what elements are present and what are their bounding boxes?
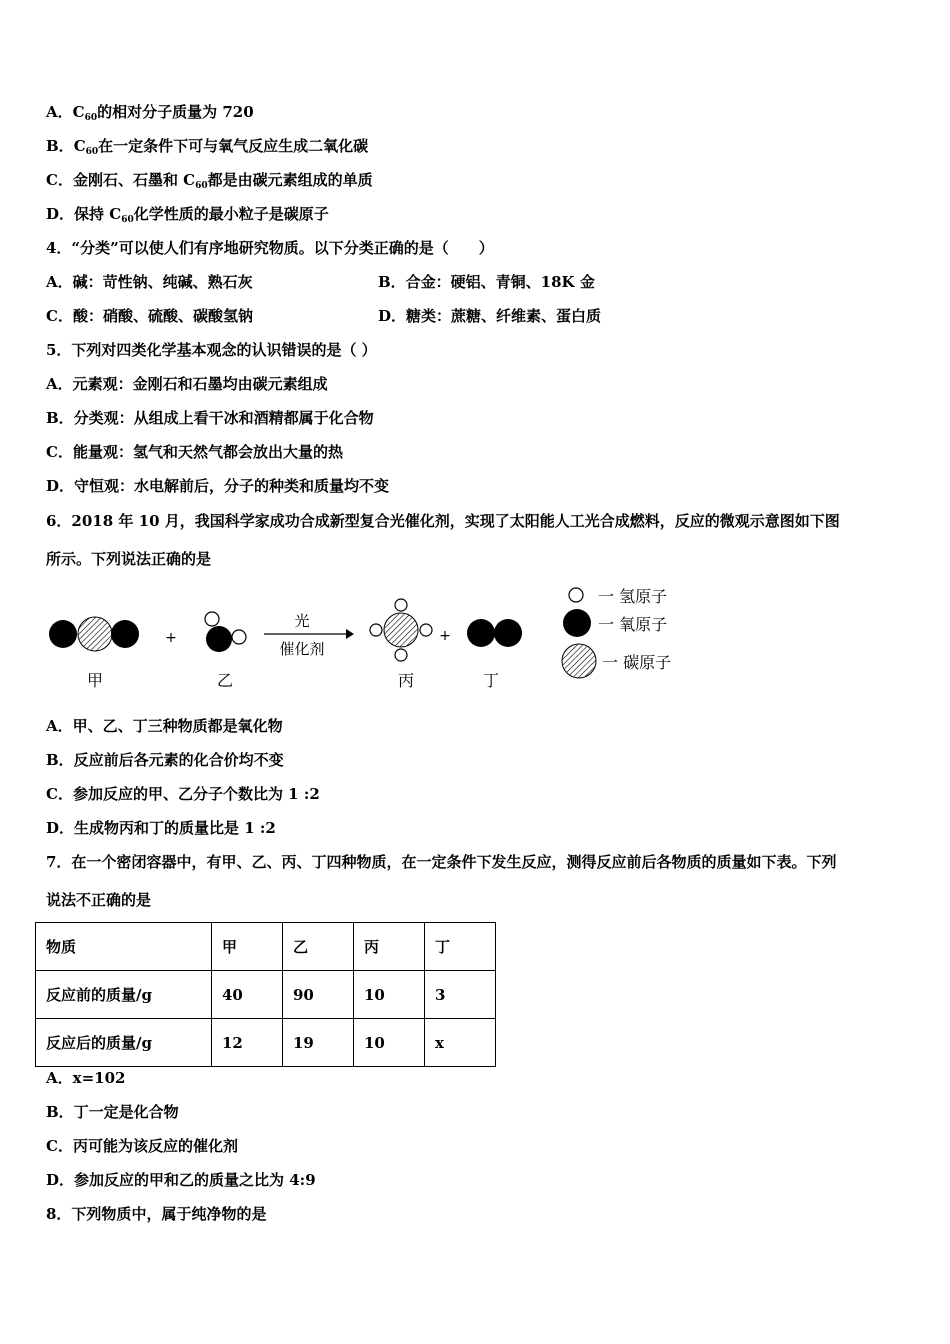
- q4-option-d: D．糖类：蔗糖、纤维素、蛋白质: [378, 307, 602, 325]
- label-yi: 乙: [216, 671, 234, 690]
- table-cell: 12: [212, 1019, 283, 1067]
- hydrogen-atom: [395, 649, 407, 661]
- legend: [562, 587, 671, 678]
- table-header-cell: 物质: [36, 923, 212, 971]
- legend-oxygen-label: 一 氧原子: [598, 615, 668, 634]
- q5-stem: 5．下列对四类化学基本观念的认识错误的是（ ）: [46, 341, 377, 359]
- table-cell: 90: [283, 971, 354, 1019]
- table-header-cell: 丙: [354, 923, 425, 971]
- label-bing: 丙: [397, 671, 415, 690]
- hydrogen-atom: [232, 630, 246, 644]
- q6-stem-line2: 所示。下列说法正确的是: [46, 550, 212, 568]
- table-header-row: [36, 923, 496, 971]
- arrow-condition-catalyst: 催化剂: [279, 640, 325, 658]
- label-ding: 丁: [482, 671, 500, 690]
- molecule-jia: [49, 617, 139, 651]
- q3-option-d: D．保持 $C_{60}$化学性质的最小粒子是碳原子: [46, 205, 329, 225]
- q4-option-a: A．碱：苛性钠、纯碱、熟石灰: [46, 273, 253, 291]
- table-cell: x: [425, 1019, 496, 1067]
- q3-option-a: A．$C_{60}$的相对分子质量为 720: [46, 103, 254, 123]
- q7-option-c: C．丙可能为该反应的催化剂: [46, 1137, 238, 1155]
- q7-option-a: A．x=102: [46, 1069, 126, 1087]
- oxygen-atom: [467, 619, 495, 647]
- carbon-atom: [78, 617, 112, 651]
- q6-option-d: D．生成物丙和丁的质量比是 1 :2: [46, 819, 276, 837]
- table-row: [36, 1019, 496, 1067]
- q7-option-d: D．参加反应的甲和乙的质量之比为 4:9: [46, 1171, 316, 1189]
- arrow-condition-light: 光: [294, 612, 310, 630]
- q3-option-b: B．$C_{60}$在一定条件下可与氧气反应生成二氧化碳: [46, 137, 369, 157]
- mass-table: [35, 922, 496, 1067]
- q6-option-c: C．参加反应的甲、乙分子个数比为 1 :2: [46, 785, 320, 803]
- q7-stem-line2: 说法不正确的是: [46, 891, 152, 909]
- q5-option-d: D．守恒观：水电解前后，分子的种类和质量均不变: [46, 477, 390, 495]
- q7-stem-line1: 7．在一个密闭容器中，有甲、乙、丙、丁四种物质，在一定条件下发生反应，测得反应前后各物质的质量如下表。下列: [46, 853, 837, 871]
- table-cell: 反应前的质量/g: [36, 971, 212, 1019]
- legend-oxygen-icon: [563, 609, 591, 637]
- q3-option-c: C．金刚石、石墨和 $C_{60}$都是由碳元素组成的单质: [46, 171, 373, 191]
- arrow-head-icon: [346, 629, 354, 639]
- legend-hydrogen-icon: [569, 588, 583, 602]
- oxygen-atom: [111, 620, 139, 648]
- hydrogen-atom: [420, 624, 432, 636]
- table-header-cell: 甲: [212, 923, 283, 971]
- q4-option-c: C．酸：硝酸、硫酸、碳酸氢钠: [46, 307, 253, 325]
- legend-carbon-label: 一 碳原子: [602, 653, 672, 672]
- oxygen-atom: [494, 619, 522, 647]
- q6-option-b: B．反应前后各元素的化合价均不变: [46, 751, 284, 769]
- q7-option-b: B．丁一定是化合物: [46, 1103, 179, 1121]
- q8-stem: 8．下列物质中，属于纯净物的是: [46, 1205, 267, 1223]
- molecule-ding: [467, 619, 522, 647]
- label-jia: 甲: [86, 671, 104, 690]
- table-cell: 反应后的质量/g: [36, 1019, 212, 1067]
- table-cell: 3: [425, 971, 496, 1019]
- table-cell: 40: [212, 971, 283, 1019]
- table-cell: 10: [354, 971, 425, 1019]
- table-header-cell: 乙: [283, 923, 354, 971]
- table-cell: 10: [354, 1019, 425, 1067]
- carbon-atom: [384, 613, 418, 647]
- q5-option-a: A．元素观：金刚石和石墨均由碳元素组成: [46, 375, 328, 393]
- hydrogen-atom: [370, 624, 382, 636]
- plus-sign-2: +: [439, 628, 451, 644]
- molecule-bing: [370, 599, 432, 661]
- hydrogen-atom: [205, 612, 219, 626]
- q6-option-a: A．甲、乙、丁三种物质都是氧化物: [46, 717, 283, 735]
- q6-stem-line1: 6．2018 年 10 月，我国科学家成功合成新型复合光催化剂，实现了太阳能人工光合成燃料，反应的微观示意图如下图: [46, 512, 840, 530]
- molecule-yi: [205, 612, 246, 652]
- q5-option-c: C．能量观：氢气和天然气都会放出大量的热: [46, 443, 343, 461]
- reaction-diagram: [40, 582, 700, 694]
- oxygen-atom: [206, 626, 232, 652]
- q4-option-b: B．合金：硬铝、青铜、18K 金: [378, 273, 595, 291]
- table-cell: 19: [283, 1019, 354, 1067]
- hydrogen-atom: [395, 599, 407, 611]
- q5-option-b: B．分类观：从组成上看干冰和酒精都属于化合物: [46, 409, 374, 427]
- plus-sign-1: +: [165, 630, 177, 646]
- q4-stem: 4．“分类”可以使人们有序地研究物质。以下分类正确的是（ ）: [46, 239, 494, 257]
- legend-carbon-icon: [562, 644, 596, 678]
- oxygen-atom: [49, 620, 77, 648]
- legend-hydrogen-label: 一 氢原子: [598, 587, 668, 606]
- table-row: [36, 971, 496, 1019]
- table-header-cell: 丁: [425, 923, 496, 971]
